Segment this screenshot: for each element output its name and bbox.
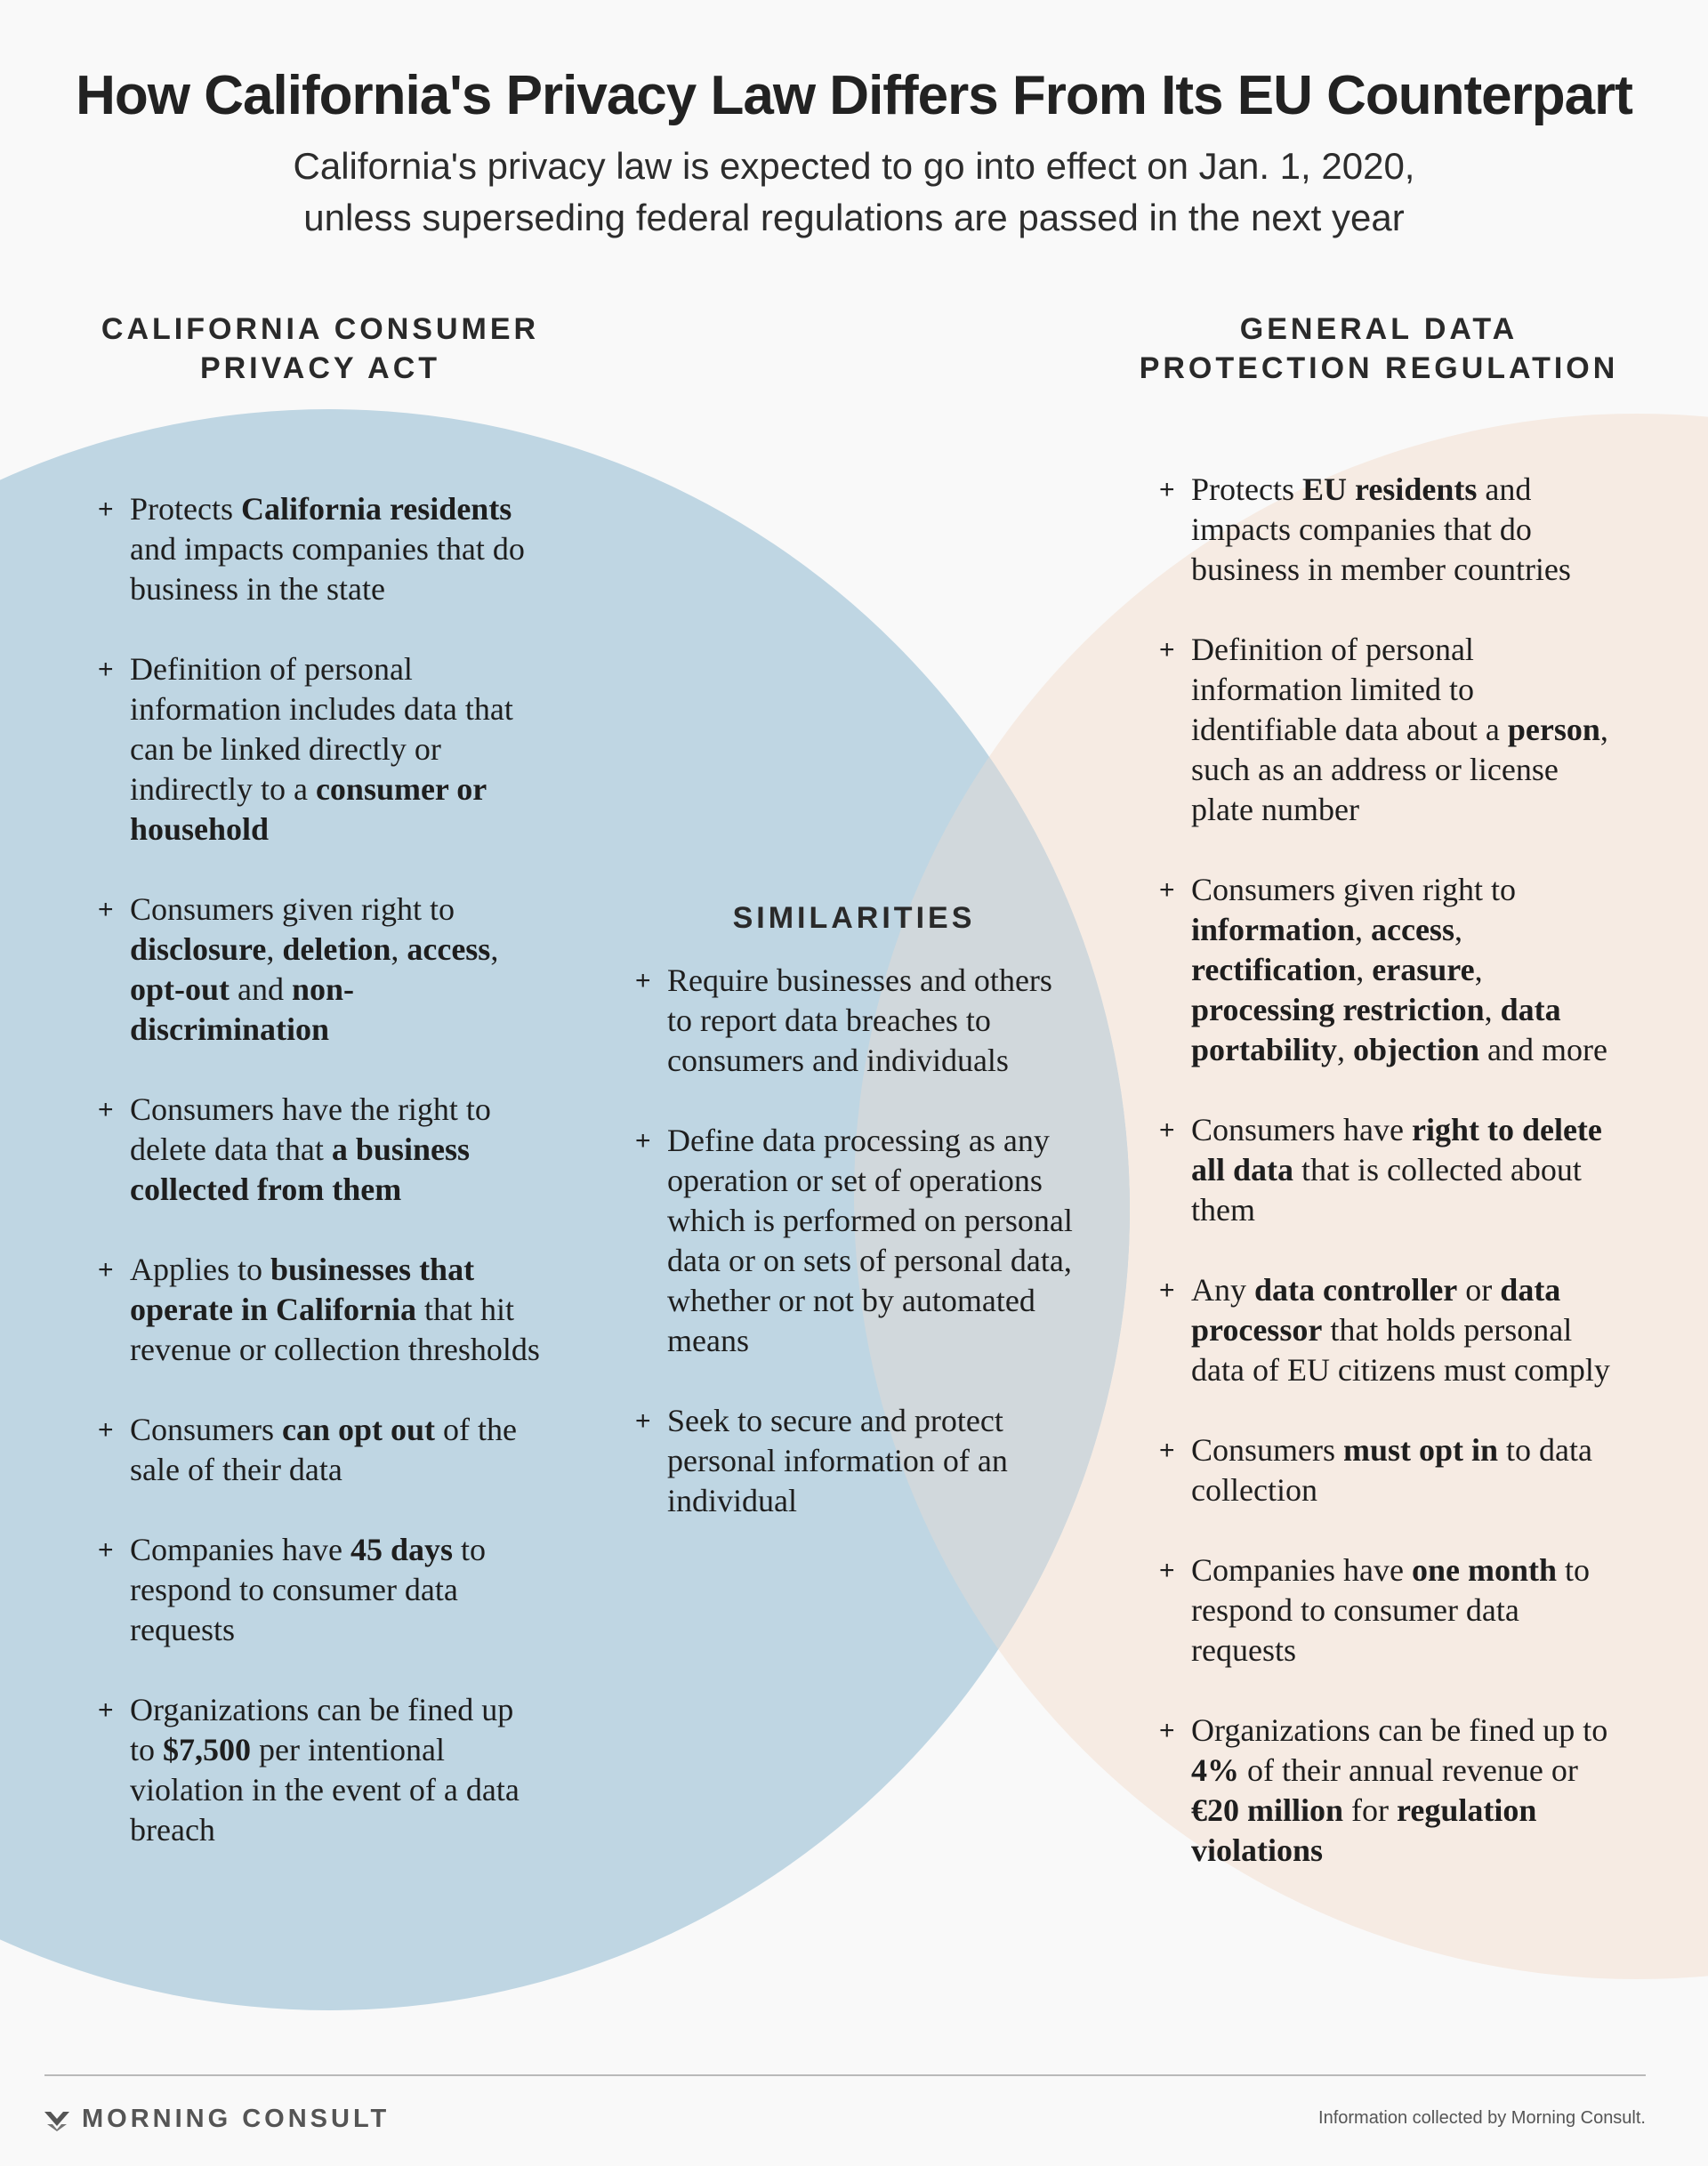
body-text: , such as an address or license plate number xyxy=(1191,712,1608,827)
plus-icon: + xyxy=(98,895,114,924)
emphasis-text: erasure xyxy=(1372,952,1475,987)
gdpr-item-text xyxy=(1191,1272,1610,1388)
emphasis-text: deletion xyxy=(282,931,391,967)
body-text: or xyxy=(1457,1272,1501,1308)
ccpa-item-text xyxy=(130,1532,486,1647)
ccpa-item-6 xyxy=(98,1410,543,1490)
gdpr-item-text xyxy=(1191,1552,1590,1668)
body-text: to respond to consumer data requests xyxy=(130,1532,486,1647)
gdpr-heading-line-1: GENERAL DATA xyxy=(1239,312,1519,346)
similarity-item-text xyxy=(667,1123,1073,1358)
page-title: How California's Privacy Law Differs From Its EU Counterpart xyxy=(76,65,1632,126)
gdpr-heading-line-2: PROTECTION REGULATION xyxy=(1139,351,1619,385)
body-text: Protects xyxy=(130,491,241,527)
body-text: , xyxy=(1474,952,1483,987)
ccpa-list xyxy=(98,489,543,1850)
plus-icon: + xyxy=(1159,635,1175,664)
body-text: Organizations can be fined up to xyxy=(1191,1712,1608,1748)
plus-icon: + xyxy=(1159,1115,1175,1145)
ccpa-heading-line-2: PRIVACY ACT xyxy=(199,351,441,385)
emphasis-text: disclosure xyxy=(130,931,267,967)
emphasis-text: consumer or household xyxy=(130,771,487,847)
body-text: to respond to consumer data requests xyxy=(1191,1552,1590,1668)
body-text: per intentional violation in the event of a data breach xyxy=(130,1732,520,1848)
logo-text: MORNING CONSULT xyxy=(82,2105,391,2133)
gdpr-item-2 xyxy=(1159,630,1622,830)
subtitle-line-1: California's privacy law is expected to go into effect on Jan. 1, 2020, xyxy=(293,145,1415,187)
similarity-item-3 xyxy=(635,1401,1080,1521)
plus-icon: + xyxy=(1159,875,1175,905)
emphasis-text: information xyxy=(1191,912,1355,947)
gdpr-item-1 xyxy=(1159,470,1622,590)
body-text: Companies have xyxy=(1191,1552,1412,1588)
body-text: , xyxy=(1484,992,1501,1027)
body-text: that hit revenue or collection thresholds xyxy=(130,1292,540,1367)
emphasis-text: businesses that operate in California xyxy=(130,1252,475,1327)
emphasis-text: one month xyxy=(1411,1552,1557,1588)
plus-icon: + xyxy=(98,1415,114,1445)
emphasis-text: data processor xyxy=(1191,1272,1561,1348)
body-text: and more xyxy=(1479,1032,1607,1067)
gdpr-item-text xyxy=(1191,1432,1592,1508)
emphasis-text: person xyxy=(1507,712,1600,747)
body-text: Consumers xyxy=(130,1412,282,1447)
emphasis-text: California residents xyxy=(240,491,512,527)
gdpr-item-8 xyxy=(1159,1711,1622,1871)
body-text: of the sale of their data xyxy=(130,1412,517,1487)
page-subtitle xyxy=(0,141,1708,244)
body-text: , xyxy=(1356,952,1373,987)
emphasis-text: access xyxy=(1371,912,1454,947)
plus-icon: + xyxy=(1159,475,1175,504)
emphasis-text: €20 million xyxy=(1191,1792,1344,1828)
emphasis-text: can opt out xyxy=(282,1412,436,1447)
ccpa-heading-line-1: CALIFORNIA CONSUMER xyxy=(101,312,540,346)
emphasis-text: opt-out xyxy=(130,971,230,1007)
ccpa-item-text xyxy=(130,1091,491,1207)
ccpa-item-5 xyxy=(98,1250,543,1370)
plus-icon: + xyxy=(98,1535,114,1565)
body-text: Seek to secure and protect personal information of an individual xyxy=(667,1403,1008,1518)
footer-divider xyxy=(44,2074,1646,2076)
emphasis-text: rectification xyxy=(1191,952,1357,987)
similarity-item-1 xyxy=(635,961,1080,1081)
ccpa-item-3 xyxy=(98,890,543,1050)
plus-icon: + xyxy=(98,1255,114,1284)
plus-icon: + xyxy=(635,1126,651,1155)
body-text: , xyxy=(266,931,283,967)
body-text: for xyxy=(1343,1792,1398,1828)
body-text: to data collection xyxy=(1191,1432,1593,1508)
body-text: Define data processing as any operation or set of operations which is performed on personal data or on sets of personal data, whether or not by automated means xyxy=(667,1123,1073,1358)
plus-icon: + xyxy=(635,1406,651,1436)
ccpa-item-1 xyxy=(98,489,543,609)
similarities-heading: SIMILARITIES xyxy=(732,901,976,935)
gdpr-item-5 xyxy=(1159,1270,1622,1390)
gdpr-item-text xyxy=(1191,1112,1602,1228)
body-text: that holds personal data of EU citizens must comply xyxy=(1191,1312,1610,1388)
ccpa-item-text xyxy=(130,1252,540,1367)
body-text: and impacts companies that do business in member countries xyxy=(1191,471,1571,587)
ccpa-item-text xyxy=(130,491,525,607)
gdpr-item-text xyxy=(1191,632,1608,827)
emphasis-text: non-discrimination xyxy=(130,971,355,1047)
body-text: Organizations can be fined up to xyxy=(130,1692,514,1767)
similarities-list xyxy=(635,961,1080,1521)
gdpr-item-7 xyxy=(1159,1550,1622,1671)
body-text: , xyxy=(490,931,499,967)
ccpa-item-text xyxy=(130,1692,520,1848)
plus-icon: + xyxy=(635,966,651,995)
body-text: Any xyxy=(1191,1272,1254,1308)
emphasis-text: right to delete all data xyxy=(1191,1112,1602,1188)
emphasis-text: must opt in xyxy=(1343,1432,1499,1468)
ccpa-item-7 xyxy=(98,1530,543,1650)
body-text: Definition of personal information limited to identifiable data about a xyxy=(1191,632,1508,747)
body-text: Consumers have xyxy=(1191,1112,1412,1147)
body-text: , xyxy=(391,931,407,967)
body-text: Consumers given right to xyxy=(1191,872,1516,907)
body-text: Protects xyxy=(1191,471,1302,507)
emphasis-text: access xyxy=(407,931,491,967)
body-text: and impacts companies that do business in the state xyxy=(130,531,525,607)
body-text: Consumers have the right to delete data that xyxy=(130,1091,491,1167)
emphasis-text: EU residents xyxy=(1301,471,1478,507)
plus-icon: + xyxy=(1159,1276,1175,1305)
emphasis-text: data portability xyxy=(1191,992,1561,1067)
gdpr-heading xyxy=(1130,310,1628,388)
body-text: , xyxy=(1355,912,1371,947)
body-text: Require businesses and others to report data breaches to consumers and individuals xyxy=(667,962,1052,1078)
body-text: Companies have xyxy=(130,1532,350,1567)
plus-icon: + xyxy=(98,1095,114,1124)
emphasis-text: regulation violations xyxy=(1191,1792,1537,1868)
morning-consult-logo-icon xyxy=(44,2108,69,2131)
body-text: , xyxy=(1454,912,1462,947)
ccpa-item-text xyxy=(130,891,498,1047)
body-text: , xyxy=(1337,1032,1354,1067)
body-text: Consumers given right to xyxy=(130,891,455,927)
emphasis-text: $7,500 xyxy=(163,1732,252,1767)
source-note: Information collected by Morning Consult. xyxy=(1318,2108,1646,2128)
plus-icon: + xyxy=(1159,1556,1175,1585)
gdpr-item-text xyxy=(1191,471,1571,587)
ccpa-item-2 xyxy=(98,649,543,849)
morning-consult-logo xyxy=(44,2105,390,2134)
emphasis-text: 4% xyxy=(1191,1752,1239,1788)
body-text: and xyxy=(230,971,292,1007)
emphasis-text: data controller xyxy=(1254,1272,1458,1308)
gdpr-item-6 xyxy=(1159,1430,1622,1510)
gdpr-item-text xyxy=(1191,872,1607,1067)
similarity-item-2 xyxy=(635,1121,1080,1361)
ccpa-item-8 xyxy=(98,1690,543,1850)
gdpr-item-3 xyxy=(1159,870,1622,1070)
subtitle-line-2: unless superseding federal regulations are passed in the next year xyxy=(303,197,1405,238)
emphasis-text: a business collected from them xyxy=(130,1131,470,1207)
emphasis-text: objection xyxy=(1353,1032,1479,1067)
plus-icon: + xyxy=(98,1695,114,1725)
body-text: Definition of personal information includes data that can be linked directly or indirectly to a xyxy=(130,651,513,807)
plus-icon: + xyxy=(98,655,114,684)
ccpa-item-text xyxy=(130,651,513,847)
gdpr-item-text xyxy=(1191,1712,1607,1868)
emphasis-text: 45 days xyxy=(350,1532,453,1567)
body-text: Consumers xyxy=(1191,1432,1343,1468)
similarity-item-text xyxy=(667,1403,1008,1518)
gdpr-list xyxy=(1159,470,1622,1871)
emphasis-text: processing restriction xyxy=(1191,992,1485,1027)
ccpa-heading xyxy=(89,310,552,388)
plus-icon: + xyxy=(1159,1716,1175,1745)
plus-icon: + xyxy=(1159,1436,1175,1465)
body-text: that is collected about them xyxy=(1191,1152,1582,1228)
gdpr-item-4 xyxy=(1159,1110,1622,1230)
body-text: Applies to xyxy=(130,1252,270,1287)
plus-icon: + xyxy=(98,495,114,524)
similarity-item-text xyxy=(667,962,1052,1078)
ccpa-item-4 xyxy=(98,1090,543,1210)
ccpa-item-text xyxy=(130,1412,517,1487)
body-text: of their annual revenue or xyxy=(1239,1752,1578,1788)
